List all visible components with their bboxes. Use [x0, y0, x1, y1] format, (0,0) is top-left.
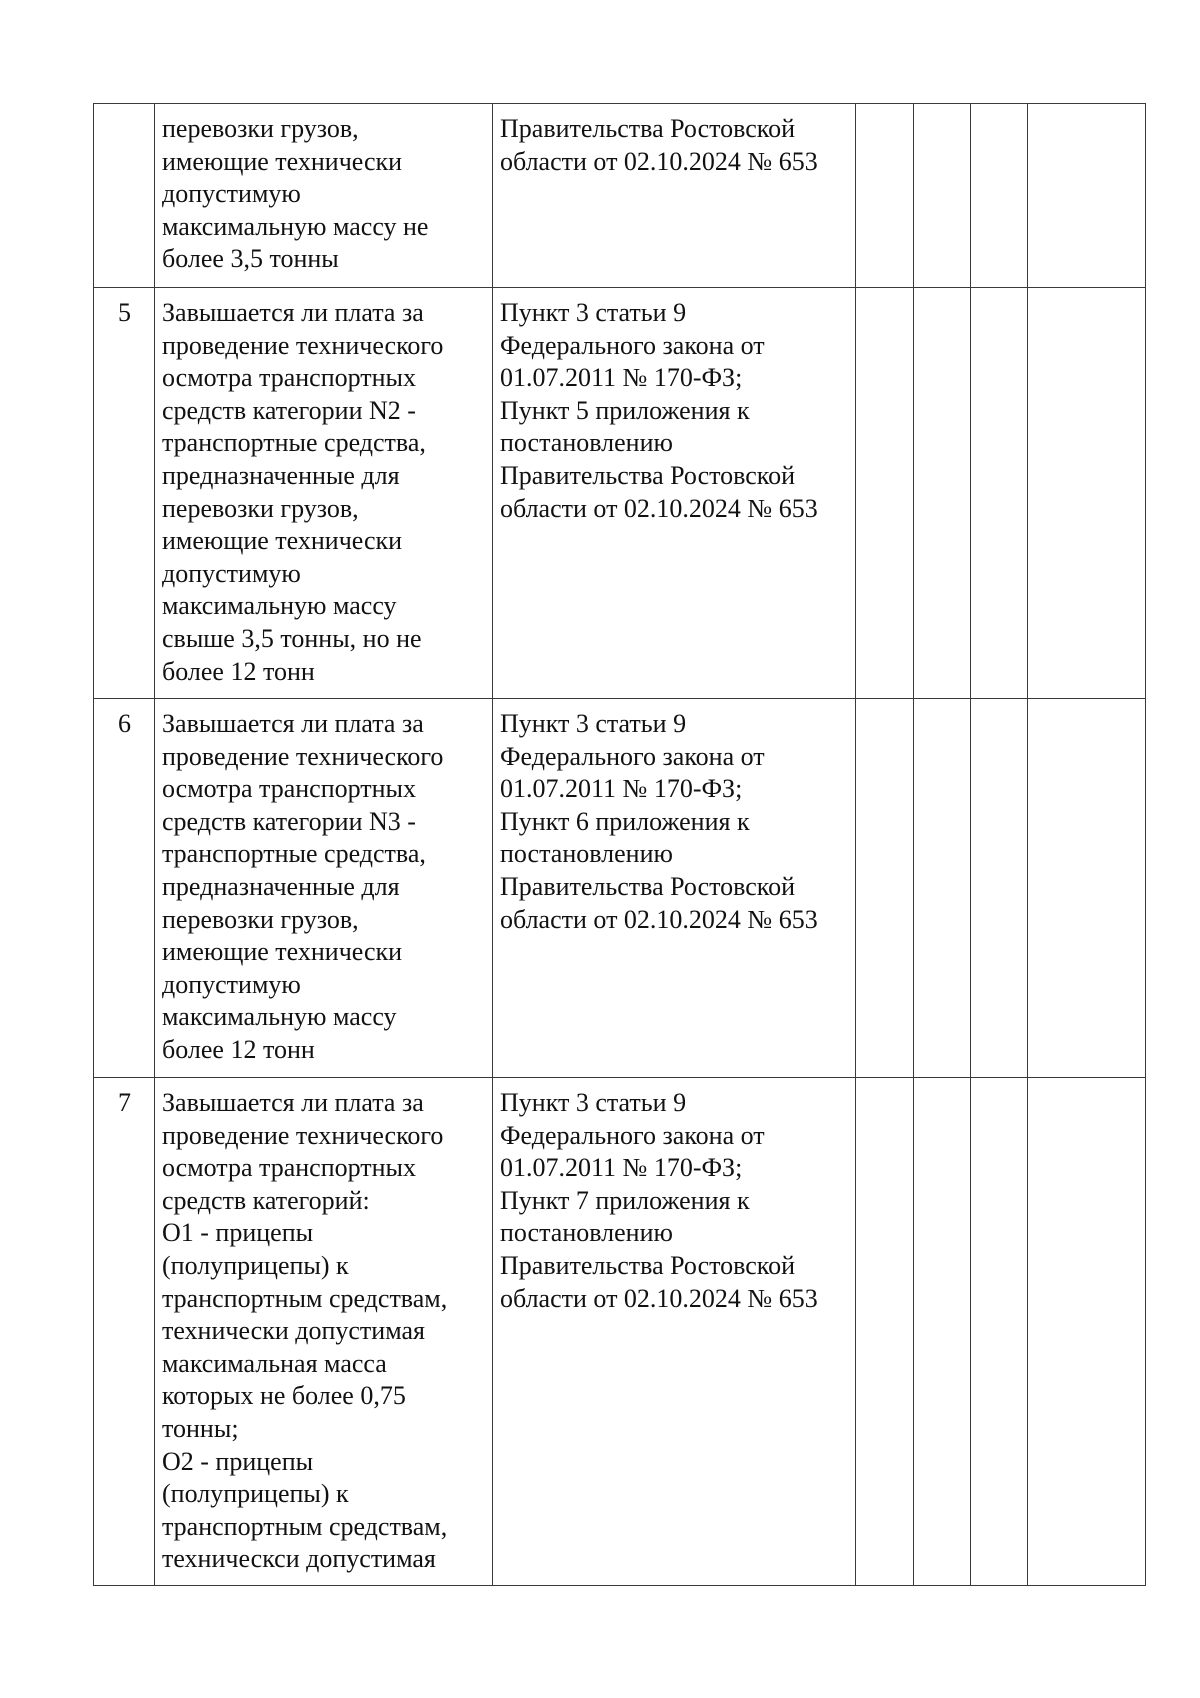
question-line: более 12 тонн: [162, 656, 315, 686]
question-line: Завышается ли плата за: [162, 709, 424, 738]
row-number: 7: [118, 1088, 131, 1117]
reference-line: постановлению: [500, 1218, 673, 1248]
question-line: O2 - прицепы: [162, 1446, 314, 1476]
reference-line: 01.07.2011 № 170-ФЗ;: [500, 1153, 743, 1183]
answer-na-cell[interactable]: [971, 699, 1028, 1078]
reference-line: Пункт 5 приложения к: [500, 395, 750, 425]
question-line: перевозки грузов,: [162, 904, 359, 934]
question-line: проведение технического: [162, 741, 444, 771]
reference-line: Федерального закона от: [500, 741, 765, 771]
question-line: максимальную массу не: [162, 211, 429, 241]
question-line: Завышается ли плата за: [162, 298, 424, 327]
checklist-table: [93, 103, 1146, 1586]
note-cell[interactable]: [1028, 1078, 1146, 1586]
answer-yes-cell[interactable]: [856, 104, 914, 288]
reference-line: 01.07.2011 № 170-ФЗ;: [500, 363, 743, 393]
row-number-cell: [94, 104, 155, 288]
question-line: допустимую: [162, 558, 301, 588]
reference-cell: [493, 699, 856, 1078]
question-line: средств категорий:: [162, 1185, 370, 1215]
answer-yes-cell[interactable]: [856, 288, 914, 699]
question-line: осмотра транспортных: [162, 1153, 417, 1183]
reference-line: 01.07.2011 № 170-ФЗ;: [500, 774, 743, 804]
question-line: транспортные средства,: [162, 428, 426, 458]
note-cell[interactable]: [1028, 699, 1146, 1078]
answer-yes-cell[interactable]: [856, 699, 914, 1078]
answer-yes-cell[interactable]: [856, 1078, 914, 1586]
question-line: средств категории N3 -: [162, 806, 416, 836]
table-row: [94, 1078, 1146, 1586]
question-line: более 3,5 тонны: [162, 244, 339, 274]
question-line: свыше 3,5 тонны, но не: [162, 623, 422, 653]
question-line: Завышается ли плата за: [162, 1088, 424, 1117]
question-line: допустимую: [162, 969, 301, 999]
answer-no-cell[interactable]: [914, 104, 971, 288]
answer-no-cell[interactable]: [914, 288, 971, 699]
answer-na-cell[interactable]: [971, 1078, 1028, 1586]
question-cell: [155, 699, 493, 1078]
question-line: предназначенные для: [162, 460, 400, 490]
question-line: максимальную массу: [162, 1002, 397, 1032]
question-line: осмотра транспортных: [162, 774, 417, 804]
reference-line: Пункт 3 статьи 9: [500, 298, 687, 327]
question-line: транспортные средства,: [162, 839, 426, 869]
row-number: 6: [118, 709, 131, 738]
question-line: тонны;: [162, 1413, 239, 1443]
question-line: допустимую: [162, 179, 301, 209]
question-line: максимальную массу: [162, 591, 397, 621]
question-line: (полуприцепы) к: [162, 1479, 349, 1509]
question-line: O1 - прицепы: [162, 1218, 314, 1248]
question-line: имеющие технически: [162, 526, 403, 556]
question-line: перевозки грузов,: [162, 493, 359, 523]
note-cell[interactable]: [1028, 104, 1146, 288]
reference-line: Правительства Ростовской: [500, 114, 796, 143]
question-line: более 12 тонн: [162, 1034, 315, 1064]
question-cell: [155, 1078, 493, 1586]
question-line: осмотра транспортных: [162, 363, 417, 393]
reference-line: Пункт 3 статьи 9: [500, 1088, 687, 1117]
reference-cell: [493, 1078, 856, 1586]
reference-line: Правительства Ростовской: [500, 871, 796, 901]
answer-no-cell[interactable]: [914, 699, 971, 1078]
row-number-cell: [94, 1078, 155, 1586]
row-number-cell: [94, 288, 155, 699]
table-row: [94, 288, 1146, 699]
question-line: имеющие технически: [162, 146, 403, 176]
reference-line: постановлению: [500, 428, 673, 458]
checklist-body: [94, 104, 1146, 1586]
reference-cell: [493, 288, 856, 699]
reference-line: Правительства Ростовской: [500, 1250, 796, 1280]
reference-cell: [493, 104, 856, 288]
question-line: транспортным средствам,: [162, 1283, 448, 1313]
question-line: транспортным средствам,: [162, 1511, 448, 1541]
question-line: проведение технического: [162, 330, 444, 360]
reference-line: Федерального закона от: [500, 1120, 765, 1150]
reference-line: Федерального закона от: [500, 330, 765, 360]
question-cell: [155, 104, 493, 288]
reference-line: области от 02.10.2024 № 653: [500, 146, 818, 176]
question-line: имеющие технически: [162, 937, 403, 967]
table-row: [94, 699, 1146, 1078]
question-line: максимальная масса: [162, 1348, 387, 1378]
answer-na-cell[interactable]: [971, 288, 1028, 699]
reference-line: области от 02.10.2024 № 653: [500, 493, 818, 523]
note-cell[interactable]: [1028, 288, 1146, 699]
question-line: (полуприцепы) к: [162, 1250, 349, 1280]
row-number: 5: [118, 298, 131, 327]
question-line: технически допустимая: [162, 1316, 425, 1346]
reference-line: Пункт 6 приложения к: [500, 806, 750, 836]
question-line: проведение технического: [162, 1120, 444, 1150]
reference-line: области от 02.10.2024 № 653: [500, 1283, 818, 1313]
question-line: техническси допустимая: [162, 1544, 436, 1574]
answer-na-cell[interactable]: [971, 104, 1028, 288]
row-number-cell: [94, 699, 155, 1078]
reference-line: Пункт 7 приложения к: [500, 1185, 750, 1215]
question-cell: [155, 288, 493, 699]
reference-line: Правительства Ростовской: [500, 460, 796, 490]
reference-line: постановлению: [500, 839, 673, 869]
answer-no-cell[interactable]: [914, 1078, 971, 1586]
reference-line: Пункт 3 статьи 9: [500, 709, 687, 738]
table-row: [94, 104, 1146, 288]
question-line: которых не более 0,75: [162, 1381, 406, 1411]
question-line: средств категории N2 -: [162, 395, 416, 425]
reference-line: области от 02.10.2024 № 653: [500, 904, 818, 934]
question-line: перевозки грузов,: [162, 114, 359, 143]
question-line: предназначенные для: [162, 871, 400, 901]
